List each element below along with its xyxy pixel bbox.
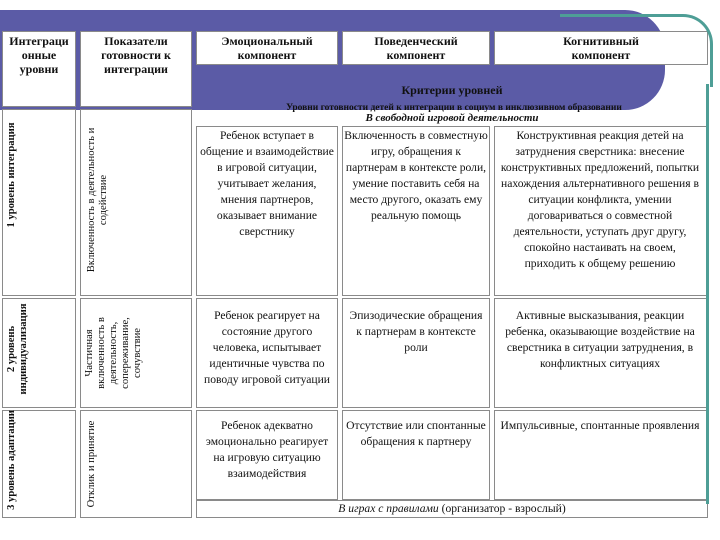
row1-cognitive: Конструктивная реакция детей на затруднения сверстника: внесение конструктивных предложений, попытки нахождения альтернативного решения в ситуации конфликта, умении договариваться о совместной деятельности, уступать друг другу, спокойно настаивать на своем, приходить к общему решению (500, 129, 700, 270)
row3-cognitive: Импульсивные, спонтанные проявления (500, 419, 700, 432)
overlap-caption: Уровни готовности детей к интеграции в социум в инклюзивном образовании (286, 103, 622, 113)
header-emotional-text: Эмоциональный компонент (221, 34, 313, 62)
footer-normal: (организатор - взрослый) (438, 502, 566, 515)
indicator-label-1: Включенность в деятельность и содействие (86, 127, 109, 273)
header-indicators (80, 31, 192, 107)
header-behavioral-text: Поведенческий компонент (374, 34, 458, 62)
row3-emotional: Ребенок адекватно эмоционально реагирует на игровую ситуацию взаимодействия (205, 419, 329, 480)
top-band (0, 0, 720, 10)
header-cognitive-text: Когнитивный компонент (563, 34, 639, 62)
free-play-caption: В свободной игровой деятельности (365, 112, 539, 124)
header-levels (2, 31, 76, 107)
row2-emotional: Ребенок реагирует на состояние другого человека, испытывает идентичные чувства по поводу игровой ситуации (204, 309, 330, 386)
footer-italic: В играх с правилами (338, 502, 439, 515)
header-levels-text: Интеграци онные уровни (9, 34, 69, 76)
header-criteria-text: Критерии уровней (401, 83, 503, 97)
indicator-label-2: Частичная включенность в деятельность, сопереживание, сочувствие (84, 317, 143, 389)
header-behavioral (342, 31, 490, 65)
header-indicators-text: Показатели готовности к интеграции (101, 34, 171, 76)
teal-frame-right (706, 84, 709, 504)
row1-emotional: Ребенок вступает в общение и взаимодействие в игровой ситуации, учитывает желания, мнения партнеров, оказывает внимание сверстнику (200, 129, 334, 238)
row3-behavioral: Отсутствие или спонтанные обращения к партнеру (346, 419, 486, 448)
level-label-2: 2 уровень индивидуализация (6, 303, 29, 395)
footer-text (196, 501, 708, 517)
header-emotional (196, 31, 338, 65)
indicator-label-3: Отклик и принятие (86, 420, 97, 508)
row1-behavioral: Включенность в совместную игру, обращения к партнерам в контексте роли, умение поставить себя на место другого, оказать ему реальную помощь (344, 129, 488, 222)
row2-behavioral: Эпизодические обращения к партнерам в контексте роли (349, 309, 483, 354)
level-label-3: 3 уровень адаптации (6, 410, 17, 510)
teal-frame-top (560, 14, 713, 87)
row2-cognitive: Активные высказывания, реакции ребенка, оказывающие воздействие на сверстника в ситуации затруднения, в конфликтных ситуациях (505, 309, 695, 370)
level-label-1: 1 уровень интеграция (6, 122, 17, 228)
